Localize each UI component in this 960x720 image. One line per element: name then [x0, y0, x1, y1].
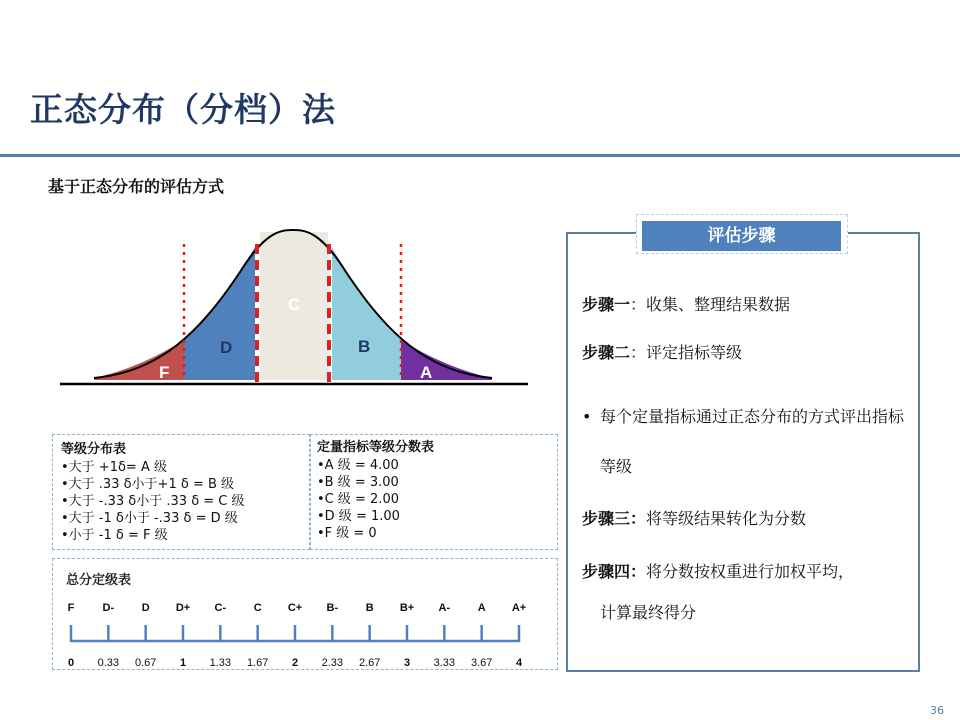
grade-score-line: •A 级 = 4.00 [317, 458, 399, 473]
scale-value-label: 2 [291, 657, 299, 669]
label-b: B [358, 337, 371, 356]
label-c: C [288, 295, 301, 314]
total-scale-ruler [53, 559, 559, 671]
grade-score-line: •C 级 = 2.00 [317, 492, 399, 507]
scale-value-label: 0.67 [134, 657, 157, 669]
steps-badge: 评估步骤 [642, 221, 841, 251]
step-three-text: 将等级结果转化为分数 [646, 509, 807, 528]
scale-grade-label: C+ [287, 602, 303, 614]
scale-grade-label: C- [214, 602, 227, 614]
total-scale-box [52, 558, 558, 670]
step-four-text: 将分数按权重进行加权平均， [646, 562, 855, 581]
step-one-label: 步骤一 [582, 295, 631, 314]
grade-score-box [310, 434, 558, 550]
scale-value-label: 2.67 [358, 657, 381, 669]
step-four [582, 559, 854, 582]
scale-grade-label: B- [326, 602, 339, 614]
section-subtitle: 基于正态分布的评估方式 [48, 177, 225, 196]
label-a: A [420, 363, 433, 382]
scale-value-label: 1.33 [209, 657, 232, 669]
grade-distribution-box [52, 434, 310, 550]
scale-grade-label: B [365, 602, 374, 614]
scale-grade-label: A+ [511, 602, 527, 614]
region-a [401, 340, 492, 380]
label-f: F [159, 363, 170, 382]
scale-value-label: 4 [515, 657, 523, 669]
bullet-dot-icon: • [582, 407, 592, 426]
page-title: 正态分布（分档）法 [30, 90, 336, 129]
grade-score-line: •B 级 = 3.00 [317, 475, 399, 490]
scale-value-label: 1 [179, 657, 187, 669]
step-two-bullet [582, 392, 912, 492]
scale-grade-label: D- [102, 602, 115, 614]
page-number: 36 [930, 704, 944, 717]
step-two-text: ：评定指标等级 [630, 343, 743, 362]
scale-grade-label: C [253, 602, 262, 614]
step-two-bullet-text: 每个定量指标通过正态分布的方式评出指标等级 [600, 407, 905, 476]
grade-distribution-line: •大于 +1δ= A 级 [61, 460, 167, 475]
scale-grade-label: B+ [399, 602, 415, 614]
grade-distribution-line: •大于 -.33 δ小于 .33 δ = C 级 [61, 494, 245, 509]
step-one [582, 292, 790, 315]
scale-grade-label: F [67, 602, 75, 614]
scale-grade-label: A [477, 602, 486, 614]
scale-grade-label: D [141, 602, 150, 614]
scale-value-label: 3 [403, 657, 411, 669]
scale-value-label: 2.33 [321, 657, 344, 669]
label-d: D [220, 338, 233, 357]
scale-grade-label: A- [438, 602, 451, 614]
scale-value-label: 3.33 [433, 657, 456, 669]
grade-distribution-title: 等级分布表 [61, 442, 127, 457]
step-one-text: ：收集、整理结果数据 [630, 295, 791, 314]
normal-distribution-curve [50, 222, 540, 394]
scale-value-label: 3.67 [470, 657, 493, 669]
grade-distribution-line: •小于 -1 δ = F 级 [61, 528, 168, 543]
grade-score-title: 定量指标等级分数表 [317, 440, 435, 455]
step-four-label: 步骤四： [582, 562, 647, 581]
scale-value-label: 0.33 [97, 657, 120, 669]
step-four-continued: 计算最终得分 [600, 603, 697, 622]
step-two-label: 步骤二 [582, 343, 631, 362]
title-divider [0, 154, 960, 157]
step-three [582, 506, 806, 529]
step-three-label: 步骤三： [582, 509, 647, 528]
scale-grade-label: D+ [175, 602, 191, 614]
scale-value-label: 1.67 [246, 657, 269, 669]
region-f [94, 340, 184, 380]
total-scale-title: 总分定级表 [66, 573, 132, 588]
grade-score-line: •F 级 = 0 [317, 526, 377, 541]
scale-value-label: 0 [67, 657, 75, 669]
grade-distribution-line: •大于 -1 δ小于 -.33 δ = D 级 [61, 511, 238, 526]
grade-distribution-line: •大于 .33 δ小于+1 δ = B 级 [61, 477, 235, 492]
grade-score-line: •D 级 = 1.00 [317, 509, 400, 524]
step-two [582, 340, 742, 363]
